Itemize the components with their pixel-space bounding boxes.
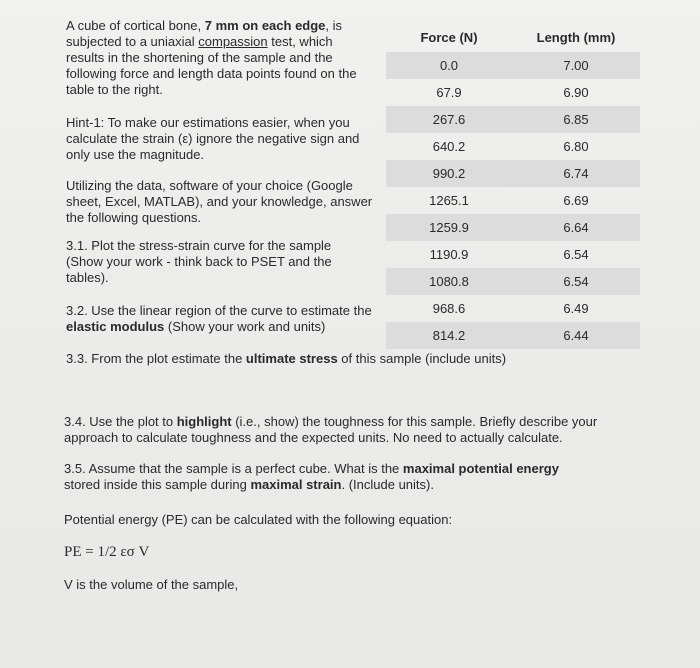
length-cell: 6.69 xyxy=(563,193,589,208)
question-text: 3.1. Plot the stress-strain curve for the sample xyxy=(66,238,332,253)
length-cell: 6.90 xyxy=(563,85,589,100)
maximal-strain-bold: maximal strain xyxy=(250,477,342,492)
question-text: 3.4. Use the plot to xyxy=(64,414,177,429)
highlight-bold: highlight xyxy=(176,414,232,429)
elastic-modulus-bold: elastic modulus xyxy=(66,319,165,334)
intro-text: table to the right. xyxy=(66,82,163,97)
volume-text: V is the volume of the sample, xyxy=(64,577,239,592)
table-row xyxy=(386,241,640,268)
table-row xyxy=(386,106,640,133)
equation-text: PE = 1/2 εσ V xyxy=(64,544,150,560)
table-row xyxy=(386,322,640,349)
utilizing-text: Utilizing the data, software of your choice (Google xyxy=(66,178,353,193)
question-text: of this sample (include units) xyxy=(337,351,507,366)
hint-paragraph xyxy=(66,115,376,163)
question-text: 3.3. From the plot estimate the xyxy=(66,351,246,366)
intro-text: following force and length data points found on the xyxy=(66,66,357,81)
force-cell: 1259.9 xyxy=(429,220,469,235)
utilizing-paragraph xyxy=(66,178,386,226)
question-3-2 xyxy=(66,303,386,335)
table-row xyxy=(386,295,640,322)
ultimate-stress-bold: ultimate stress xyxy=(245,351,338,366)
intro-text: subjected to a uniaxial xyxy=(66,34,199,49)
pe-text: Potential energy (PE) can be calculated with the following equation: xyxy=(64,512,453,527)
length-cell: 6.80 xyxy=(563,139,589,154)
max-potential-energy-bold: maximal potential energy xyxy=(402,461,559,476)
table-row xyxy=(386,52,640,79)
length-cell: 6.85 xyxy=(563,112,589,127)
question-text: stored inside this sample during xyxy=(64,477,251,492)
pe-definition xyxy=(64,512,564,528)
cube-size-bold: 7 mm on each edge xyxy=(204,18,326,33)
question-text: (Show your work and units) xyxy=(164,319,326,334)
force-cell: 1265.1 xyxy=(429,193,469,208)
utilizing-text: the following questions. xyxy=(66,210,202,225)
table-row xyxy=(386,187,640,214)
force-cell: 990.2 xyxy=(432,166,466,181)
compassion-underlined: compassion xyxy=(198,34,268,49)
force-cell: 640.2 xyxy=(432,139,466,154)
intro-text: results in the shortening of the sample and the xyxy=(66,50,333,65)
length-cell: 7.00 xyxy=(563,58,589,73)
force-cell: 67.9 xyxy=(436,85,462,100)
question-text: tables). xyxy=(66,270,109,285)
length-cell: 6.64 xyxy=(563,220,589,235)
intro-text: , is xyxy=(325,18,343,33)
question-text: (Show your work - think back to PSET and the xyxy=(66,254,332,269)
table-row xyxy=(386,268,640,295)
question-3-3 xyxy=(66,351,526,367)
hint-text: only use the magnitude. xyxy=(66,147,205,162)
length-cell: 6.74 xyxy=(563,166,589,181)
intro-text: test, which xyxy=(267,34,333,49)
force-cell: 1080.8 xyxy=(429,274,469,289)
utilizing-text: sheet, Excel, MATLAB), and your knowledge, answer xyxy=(66,194,373,209)
table-row xyxy=(386,214,640,241)
force-cell: 0.0 xyxy=(439,58,459,73)
force-cell: 1190.9 xyxy=(429,247,469,262)
question-text: (i.e., show) the toughness for this sample. Briefly describe your xyxy=(231,414,598,429)
length-cell: 6.44 xyxy=(563,328,589,343)
intro-text: A cube of cortical bone, xyxy=(66,18,205,33)
table-row xyxy=(386,79,640,106)
hint-text: calculate the strain (ε) ignore the negative sign and xyxy=(66,131,360,146)
question-3-5 xyxy=(64,461,674,493)
header-force: Force (N) xyxy=(420,30,478,45)
volume-definition xyxy=(64,577,364,593)
question-text: . (Include units). xyxy=(341,477,434,492)
force-cell: 814.2 xyxy=(432,328,466,343)
question-text: 3.5. Assume that the sample is a perfect cube. What is the xyxy=(64,461,403,476)
length-cell: 6.54 xyxy=(563,274,589,289)
force-cell: 267.6 xyxy=(432,112,466,127)
force-cell: 968.6 xyxy=(432,301,466,316)
table-row xyxy=(386,133,640,160)
question-3-1 xyxy=(66,238,376,286)
pe-equation xyxy=(64,544,264,560)
table-row xyxy=(386,160,640,187)
header-length: Length (mm) xyxy=(536,30,616,45)
intro-paragraph xyxy=(66,18,376,98)
hint-text: Hint-1: To make our estimations easier, when you xyxy=(66,115,350,130)
question-text: approach to calculate toughness and the expected units. No need to actually calculate. xyxy=(64,430,563,445)
question-3-4 xyxy=(64,414,674,446)
question-text: 3.2. Use the linear region of the curve to estimate the xyxy=(66,303,372,318)
length-cell: 6.54 xyxy=(563,247,589,262)
length-cell: 6.49 xyxy=(563,301,589,316)
